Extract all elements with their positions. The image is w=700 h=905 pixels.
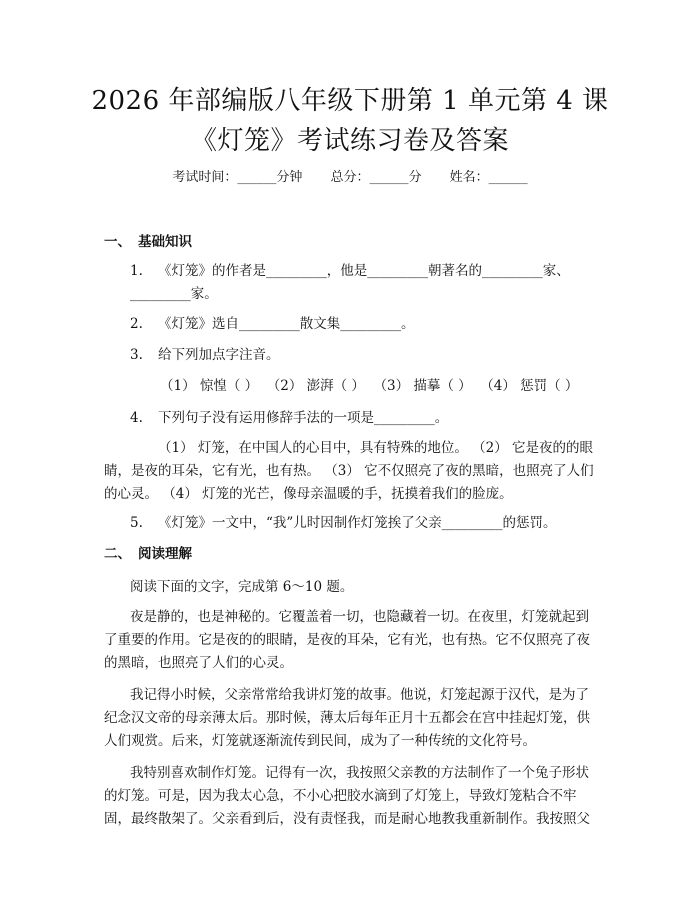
question-text: 《灯笼》的作者是_________，他是_________朝著名的_________家、_________家。 [130,263,570,302]
question-text: 《灯笼》一文中，“我”儿时因制作灯笼挨了父亲_________的惩罚。 [158,515,557,531]
question-text: 给下列加点字注音。 [158,347,280,363]
question-1 [130,260,594,306]
section-number: 一、 [104,234,131,250]
title-line-1: 2026 年部编版八年级下册第 1 单元第 4 课 [91,86,609,116]
question-number: 4. [130,410,143,426]
question-3-items: （1） 惊惶（ ） （2） 澎湃（ ） （3） 描摹（ ） （4） 惩罚（ ） [160,378,579,394]
total-score: 总分：______分 [330,170,422,185]
question-number: 5. [130,515,143,531]
section-heading-1 [104,232,192,252]
question-3 [130,344,590,367]
section-heading-2 [104,544,192,564]
reading-paragraph-2: 我记得小时候，父亲常常给我讲灯笼的故事。他说，灯笼起源于汉代，是为了纪念汉文帝的母亲薄太后。那时候，薄太后每年正月十五都会在宫中挂起灯笼，供人们观赏。后来，灯笼就逐渐流传到民间，成为了一种传统的文化符号。 [104,687,590,749]
exam-meta [0,168,700,188]
question-2 [130,313,590,336]
question-4-options: （1） 灯笼，在中国人的心目中，具有特殊的地位。 （2） 它是夜的的眼睛，是夜的耳朵，它有光，也有热。 （3） 它不仅照亮了夜的黑暗，也照亮了人们的心灵。 （4） 灯笼的光芒，像母亲温暖的手，抚摸着我们的脸庞。 [104,440,594,502]
question-number: 2. [130,316,143,332]
reading-paragraph-1: 夜是静的，也是神秘的。它覆盖着一切，也隐藏着一切。在夜里，灯笼就起到了重要的作用。它是夜的的眼睛，是夜的耳朵，它有光，也有热。它不仅照亮了夜的黑暗，也照亮了人们的心灵。 [104,609,590,671]
question-text: 下列句子没有运用修辞手法的一项是_________。 [158,410,449,426]
reading-paragraph-3: 我特别喜欢制作灯笼。记得有一次，我按照父亲教的方法制作了一个兔子形状的灯笼。可是，因为我太心急，不小心把胶水滴到了灯笼上，导致灯笼粘合不牢固，最终散架了。父亲看到后，没有责怪我，而是耐心地教我重新制作。我按照父 [104,765,590,827]
question-4 [130,407,590,430]
question-text: 《灯笼》选自_________散文集_________。 [158,316,415,332]
question-number: 1. [130,263,143,279]
question-number: 3. [130,347,143,363]
section-title: 阅读理解 [138,546,192,562]
question-5 [130,512,590,535]
section-number: 二、 [104,546,131,562]
title-line-2: 《灯笼》考试练习卷及答案 [190,126,509,156]
exam-time: 考试时间：______分钟 [172,170,303,185]
student-name: 姓名：______ [449,170,528,185]
section-title: 基础知识 [138,234,192,250]
reading-instruction: 阅读下面的文字，完成第 6～10 题。 [130,579,354,595]
